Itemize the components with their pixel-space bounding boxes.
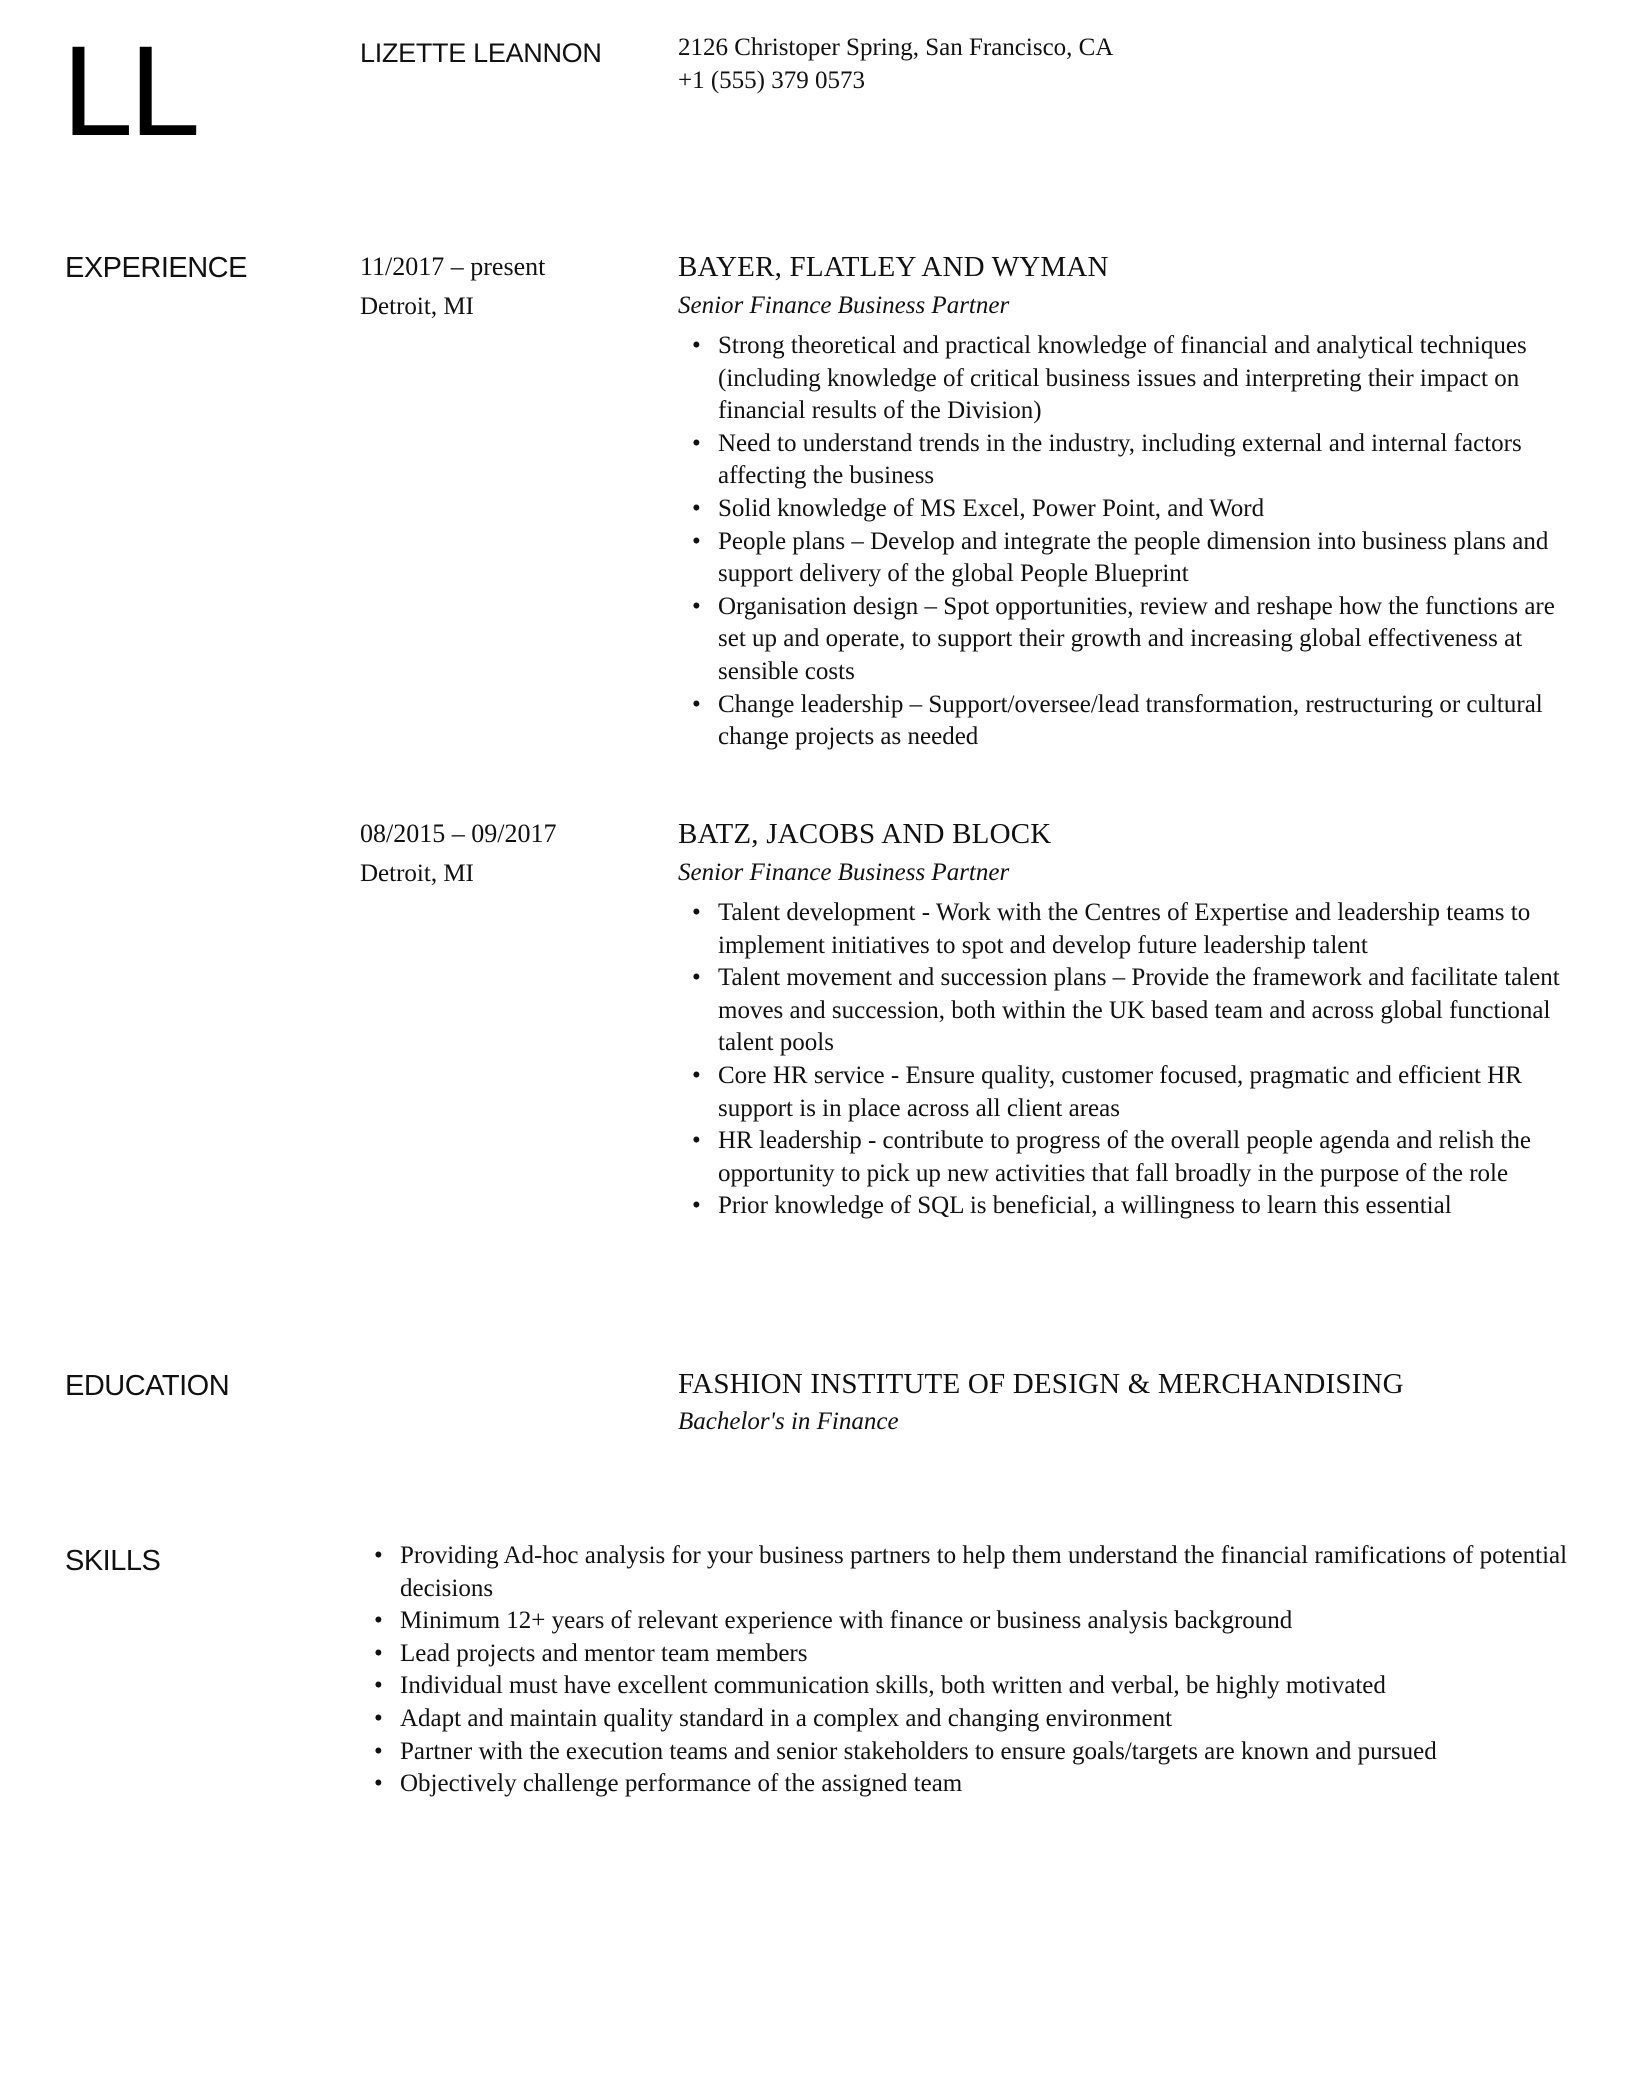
list-item: • Organisation design – Spot opportunities, review and reshape how the functions are set up and operate, to support their growth and increasing global effectiveness at sensible costs: [678, 591, 1578, 689]
list-item: • Need to understand trends in the industry, including external and internal factors affecting the business: [678, 428, 1578, 493]
list-item: • Adapt and maintain quality standard in a complex and changing environment: [360, 1703, 1575, 1736]
list-item: • Individual must have excellent communication skills, both written and verbal, be highly motivated: [360, 1670, 1575, 1703]
job-role: Senior Finance Business Partner: [678, 292, 1010, 319]
list-item: • Partner with the execution teams and senior stakeholders to ensure goals/targets are known and pursued: [360, 1736, 1575, 1769]
list-item: • HR leadership - contribute to progress of the overall people agenda and relish the opportunity to pick up new activities that fall broadly in the purpose of the role: [678, 1125, 1568, 1190]
list-item: • Talent movement and succession plans – Provide the framework and facilitate talent moves and succession, both within the UK based team and across global functional talent pools: [678, 962, 1568, 1060]
candidate-name: LIZETTE LEANNON: [360, 38, 602, 68]
company-name: BATZ, JACOBS AND BLOCK: [678, 818, 1052, 850]
list-item: • Minimum 12+ years of relevant experience with finance or business analysis background: [360, 1605, 1575, 1638]
degree: Bachelor's in Finance: [678, 1408, 899, 1435]
list-item: • Change leadership – Support/oversee/lead transformation, restructuring or cultural change projects as needed: [678, 689, 1578, 754]
job-bullet-list: [678, 330, 1578, 754]
job-location: Detroit, MI: [360, 293, 474, 320]
list-item: • People plans – Develop and integrate the people dimension into business plans and support delivery of the global People Blueprint: [678, 526, 1578, 591]
job-bullet-list: [678, 897, 1568, 1223]
company-name: BAYER, FLATLEY AND WYMAN: [678, 251, 1109, 283]
list-item: • Core HR service - Ensure quality, customer focused, pragmatic and efficient HR support is in place across all client areas: [678, 1060, 1568, 1125]
experience-section-title: EXPERIENCE: [65, 252, 247, 284]
job-location: Detroit, MI: [360, 860, 474, 887]
list-item: • Strong theoretical and practical knowledge of financial and analytical techniques (including knowledge of critical business issues and interpreting their impact on financial results of the Division): [678, 330, 1578, 428]
skills-list: [360, 1540, 1575, 1801]
list-item: • Lead projects and mentor team members: [360, 1638, 1575, 1671]
list-item: • Providing Ad-hoc analysis for your business partners to help them understand the financial ramifications of potential decisions: [360, 1540, 1575, 1605]
list-item: • Talent development - Work with the Centres of Expertise and leadership teams to implement initiatives to spot and develop future leadership talent: [678, 897, 1568, 962]
job-role: Senior Finance Business Partner: [678, 859, 1010, 886]
job-dates: 11/2017 – present: [360, 252, 546, 281]
skills-section-title: SKILLS: [65, 1545, 161, 1577]
phone: +1 (555) 379 0573: [678, 67, 865, 94]
job-dates: 08/2015 – 09/2017: [360, 819, 557, 848]
address: 2126 Christoper Spring, San Francisco, CA: [678, 34, 1114, 61]
education-section-title: EDUCATION: [65, 1370, 230, 1402]
list-item: • Objectively challenge performance of the assigned team: [360, 1768, 1575, 1801]
monogram: LL: [62, 20, 197, 163]
school-name: FASHION INSTITUTE OF DESIGN & MERCHANDISING: [678, 1368, 1404, 1400]
list-item: • Prior knowledge of SQL is beneficial, a willingness to learn this essential: [678, 1190, 1568, 1223]
list-item: • Solid knowledge of MS Excel, Power Point, and Word: [678, 493, 1578, 526]
